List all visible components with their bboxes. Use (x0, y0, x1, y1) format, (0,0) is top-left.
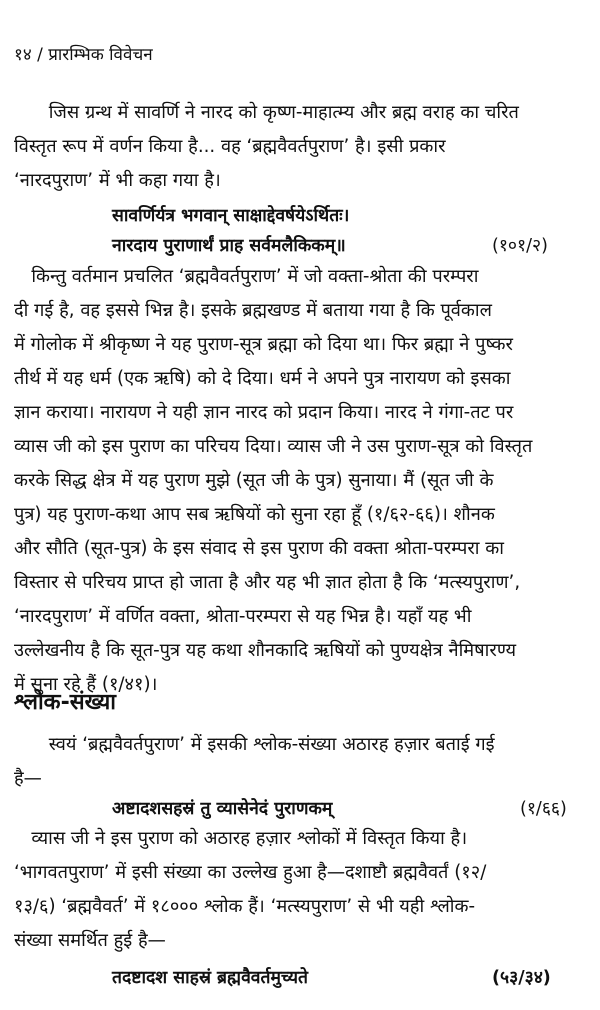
text-line: ‘नारदपुराण’ में वर्णित वक्ता, श्रोता-परम्परा से यह भिन्न है। यहाँ यह भी (14, 606, 472, 627)
verse-line-2: नारदाय पुराणार्थं प्राह सर्वमलैकिकम्॥ (112, 236, 346, 256)
text-line: जिस ग्रन्थ में सावर्णि ने नारद को कृष्ण-माहात्म्य और ब्रह्म वराह का चरित (14, 102, 519, 123)
paragraph-2 (14, 260, 588, 702)
verse-line-3: अष्टादशसहस्रं तु व्यासेनेदं पुराणकम् (112, 799, 333, 819)
verse-reference: (५३/३४) (492, 968, 551, 988)
text-line: दी गई है, वह इससे भिन्न है। इसके ब्रह्मखण्ड में बताया गया है कि पूर्वकाल (14, 300, 492, 321)
text-line: १३/६) ‘ब्रह्मवैवर्त’ में १८००० श्लोक हैं। ‘मत्स्यपुराण’ से भी यही श्लोक- (14, 896, 476, 917)
text-line: और सौति (सूत-पुत्र) के इस संवाद से इस पुराण की वक्ता श्रोता-परम्परा का (14, 538, 504, 559)
verse-reference: (१०१/२) (492, 236, 548, 256)
paragraph-1 (14, 96, 588, 198)
paragraph-3 (14, 728, 588, 796)
text-line: उल्लेखनीय है कि सूत-पुत्र यह कथा शौनकादि ऋषियों को पुण्यक्षेत्र नैमिषारण्य (14, 640, 517, 661)
text-line: करके सिद्ध क्षेत्र में यह पुराण मुझे (सूत जी के पुत्र) सुनाया। मैं (सूत जी के (14, 470, 494, 491)
text-line: ज्ञान कराया। नारायण ने यही ज्ञान नारद को प्रदान किया। नारद ने गंगा-तट पर (14, 402, 514, 423)
text-line: किन्तु वर्तमान प्रचलित ‘ब्रह्मवैवर्तपुराण’ में जो वक्ता-श्रोता की परम्परा (14, 266, 479, 287)
verse-reference: (१/६६) (520, 799, 567, 819)
text-line: व्यास जी ने इस पुराण को अठारह हज़ार श्लोकों में विस्तृत किया है। (14, 828, 468, 849)
text-line: ‘नारदपुराण’ में भी कहा गया है। (14, 170, 221, 191)
verse-line-4: तदष्टादश साहस्रं ब्रह्मवैवर्तमुच्यते (112, 968, 309, 988)
text-line: विस्तार से परिचय प्राप्त हो जाता है और यह भी ज्ञात होता है कि ‘मत्स्यपुराण’, (14, 572, 521, 593)
page-header: १४ / प्रारम्भिक विवेचन (14, 45, 153, 65)
text-line: स्वयं ‘ब्रह्मवैवर्तपुराण’ में इसकी श्लोक-संख्या अठारह हज़ार बताई गई (14, 734, 495, 755)
text-line: पुत्र) यह पुराण-कथा आप सब ऋषियों को सुना रहा हूँ (१/६२-६६)। शौनक (14, 504, 495, 525)
text-line: ‘भागवतपुराण’ में इसी संख्या का उल्लेख हुआ है—दशाष्टौ ब्रह्मवैवर्तं (१२/ (14, 862, 487, 883)
text-line: संख्या समर्थित हुई है— (14, 930, 166, 951)
text-line: विस्तृत रूप में वर्णन किया है... वह ‘ब्रह्मवैवर्तपुराण’ है। इसी प्रकार (14, 136, 446, 157)
verse-line-1: सावर्णिर्यत्र भगवान् साक्षाद्देवर्षयेऽर्थितः। (112, 206, 350, 226)
text-line: में सुना रहे हैं (१/४१)। (14, 674, 158, 695)
section-heading: श्लोक-संख्या (14, 690, 116, 715)
text-line: व्यास जी को इस पुराण का परिचय दिया। व्यास जी ने उस पुराण-सूत्र को विस्तृत (14, 436, 533, 457)
text-line: तीर्थ में यह धर्म (एक ऋषि) को दे दिया। धर्म ने अपने पुत्र नारायण को इसका (14, 368, 511, 389)
text-line: में गोलोक में श्रीकृष्ण ने यह पुराण-सूत्र ब्रह्मा को दिया था। फिर ब्रह्मा ने पुष्कर (14, 334, 513, 355)
text-line: है— (14, 768, 42, 789)
paragraph-4 (14, 822, 588, 958)
